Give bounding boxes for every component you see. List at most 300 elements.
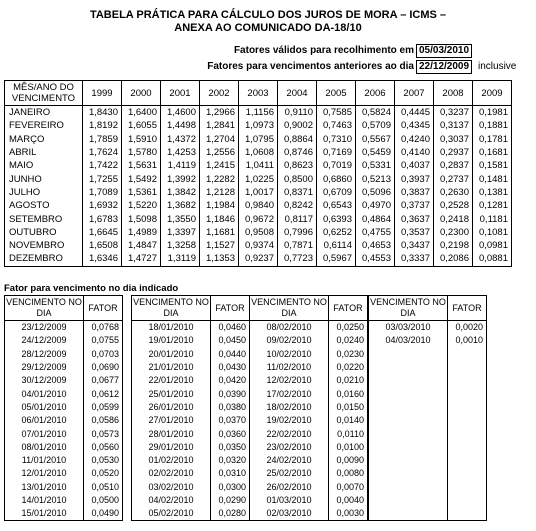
factor-cell: 1,1527 — [200, 239, 239, 252]
due-date-cell: 23/12/2009 — [5, 321, 84, 335]
vencimento-header: VENCIMENTO NO DIA — [250, 296, 329, 321]
month-cell: ABRIL — [5, 146, 83, 159]
month-cell: SETEMBRO — [5, 212, 83, 225]
due-date-cell: 02/03/2010 — [250, 507, 329, 521]
factor-cell: 0,5709 — [356, 119, 395, 132]
vencimento-row — [250, 361, 368, 374]
due-date-cell: 12/02/2010 — [250, 374, 329, 387]
fator-cell: 0,0080 — [329, 467, 368, 480]
fator-cell: 0,0010 — [448, 334, 487, 347]
factor-cell: 0,4864 — [356, 212, 395, 225]
fator-cell: 0,0677 — [84, 374, 123, 387]
factor-cell: 1,1353 — [200, 252, 239, 266]
fator-cell: 0,0210 — [329, 374, 368, 387]
factor-cell: 0,7019 — [317, 159, 356, 172]
factor-cell: 0,3537 — [395, 226, 434, 239]
vencimento-row — [369, 334, 487, 347]
vencimento-row — [250, 348, 368, 361]
vencimento-row — [132, 374, 250, 387]
factor-cell: 1,7422 — [83, 159, 122, 172]
factor-cell: 0,2737 — [434, 172, 473, 185]
vencimento-row — [250, 467, 368, 480]
month-cell: NOVEMBRO — [5, 239, 83, 252]
factor-cell: 1,6346 — [83, 252, 122, 266]
factor-cell: 0,7871 — [278, 239, 317, 252]
vencimento-table-2 — [131, 295, 250, 521]
fator-cell: 0,0090 — [329, 454, 368, 467]
year-header: 2004 — [278, 81, 317, 106]
vencimento-row — [5, 494, 123, 507]
factor-cell: 0,1281 — [473, 199, 512, 212]
factor-cell: 1,2966 — [200, 106, 239, 120]
vencimento-row — [369, 374, 487, 387]
year-header: 2003 — [239, 81, 278, 106]
table-row — [5, 146, 512, 159]
factor-cell: 1,3397 — [161, 226, 200, 239]
factor-cell: 0,1981 — [473, 106, 512, 120]
fator-cell: 0,0020 — [448, 321, 487, 335]
due-date-cell: 08/02/2010 — [250, 321, 329, 335]
fator-cell: 0,0250 — [329, 321, 368, 335]
due-date-cell — [369, 427, 448, 440]
due-date-cell: 25/01/2010 — [132, 387, 211, 400]
fator-cell: 0,0450 — [211, 334, 250, 347]
due-date-cell: 24/12/2009 — [5, 334, 84, 347]
factor-cell: 0,3437 — [395, 239, 434, 252]
due-date-cell: 22/02/2010 — [250, 427, 329, 440]
vencimento-row — [369, 427, 487, 440]
vencimento-row — [132, 481, 250, 494]
factor-cell: 0,2528 — [434, 199, 473, 212]
fator-cell: 0,0160 — [329, 387, 368, 400]
vencimento-row — [5, 334, 123, 347]
factor-cell: 0,5096 — [356, 186, 395, 199]
fator-cell — [448, 507, 487, 521]
factor-cell: 1,4119 — [161, 159, 200, 172]
vencimento-row — [250, 321, 368, 335]
vencimento-row — [5, 481, 123, 494]
main-factor-table — [4, 80, 512, 267]
factor-cell: 0,7996 — [278, 226, 317, 239]
due-date-cell: 10/02/2010 — [250, 348, 329, 361]
fator-cell: 0,0560 — [84, 441, 123, 454]
factor-cell: 0,3937 — [395, 172, 434, 185]
factor-cell: 0,8864 — [278, 133, 317, 146]
factor-cell: 1,4600 — [161, 106, 200, 120]
factor-cell: 1,2556 — [200, 146, 239, 159]
year-header: 2006 — [356, 81, 395, 106]
factor-cell: 1,0225 — [239, 172, 278, 185]
fator-cell — [448, 401, 487, 414]
fator-cell — [448, 414, 487, 427]
fator-cell: 0,0612 — [84, 387, 123, 400]
factor-cell: 0,2837 — [434, 159, 473, 172]
month-cell: JULHO — [5, 186, 83, 199]
fator-cell: 0,0300 — [211, 481, 250, 494]
vencimento-row — [369, 361, 487, 374]
year-header: 2009 — [473, 81, 512, 106]
year-header: 2000 — [122, 81, 161, 106]
year-header: 2005 — [317, 81, 356, 106]
month-cell: AGOSTO — [5, 199, 83, 212]
factor-cell: 1,5910 — [122, 133, 161, 146]
due-date-cell: 28/01/2010 — [132, 427, 211, 440]
factor-cell: 0,6543 — [317, 199, 356, 212]
vencimento-row — [369, 494, 487, 507]
factor-cell: 1,2282 — [200, 172, 239, 185]
vencimento-row — [5, 427, 123, 440]
fator-header: FATOR — [211, 296, 250, 321]
factor-cell: 0,8242 — [278, 199, 317, 212]
vencimento-row — [369, 441, 487, 454]
factor-cell: 1,0795 — [239, 133, 278, 146]
due-date-cell — [369, 414, 448, 427]
vencimento-row — [132, 361, 250, 374]
fator-cell: 0,0070 — [329, 481, 368, 494]
vencimento-row — [250, 334, 368, 347]
fator-cell: 0,0290 — [211, 494, 250, 507]
year-header: 2001 — [161, 81, 200, 106]
due-date-cell — [369, 441, 448, 454]
fator-cell: 0,0703 — [84, 348, 123, 361]
factor-cell: 0,4445 — [395, 106, 434, 120]
due-date-cell: 18/02/2010 — [250, 401, 329, 414]
due-date-cell: 02/02/2010 — [132, 467, 211, 480]
due-date-cell: 12/01/2010 — [5, 467, 84, 480]
due-date-cell — [369, 454, 448, 467]
due-date-cell: 29/12/2009 — [5, 361, 84, 374]
vencimento-row — [250, 387, 368, 400]
factor-cell: 0,1081 — [473, 226, 512, 239]
month-cell: JANEIRO — [5, 106, 83, 120]
factor-cell: 1,0973 — [239, 119, 278, 132]
factor-cell: 0,1581 — [473, 159, 512, 172]
fator-cell — [448, 374, 487, 387]
factor-cell: 1,7859 — [83, 133, 122, 146]
factor-cell: 1,2128 — [200, 186, 239, 199]
vencimento-row — [5, 387, 123, 400]
table-row — [5, 186, 512, 199]
fator-cell: 0,0030 — [329, 507, 368, 521]
factor-cell: 1,6055 — [122, 119, 161, 132]
vencimento-row — [132, 454, 250, 467]
factor-cell: 0,3837 — [395, 186, 434, 199]
section-label: Fator para vencimento no dia indicado — [4, 283, 179, 294]
vencimento-row — [132, 427, 250, 440]
vencimento-row — [369, 348, 487, 361]
factor-cell: 0,2418 — [434, 212, 473, 225]
factor-cell: 0,4345 — [395, 119, 434, 132]
fator-cell: 0,0586 — [84, 414, 123, 427]
factor-cell: 1,2704 — [200, 133, 239, 146]
due-date-cell: 22/01/2010 — [132, 374, 211, 387]
fator-cell: 0,0100 — [329, 441, 368, 454]
factor-cell: 0,0981 — [473, 239, 512, 252]
factor-cell: 0,6252 — [317, 226, 356, 239]
due-date-cell: 26/01/2010 — [132, 401, 211, 414]
factor-cell: 0,7463 — [317, 119, 356, 132]
table-row — [5, 226, 512, 239]
due-date-cell — [369, 467, 448, 480]
factor-cell: 1,1846 — [200, 212, 239, 225]
vencimento-row — [132, 401, 250, 414]
vencimento-row — [132, 467, 250, 480]
vencimento-row — [369, 507, 487, 521]
vencimento-row — [132, 507, 250, 521]
vencimento-row — [5, 414, 123, 427]
fator-cell: 0,0690 — [84, 361, 123, 374]
due-date-cell: 17/02/2010 — [250, 387, 329, 400]
fator-cell: 0,0240 — [329, 334, 368, 347]
fator-cell: 0,0310 — [211, 467, 250, 480]
factor-cell: 0,4653 — [356, 239, 395, 252]
fator-cell: 0,0360 — [211, 427, 250, 440]
due-date-cell: 15/01/2010 — [5, 507, 84, 521]
fator-cell — [448, 454, 487, 467]
factor-cell: 0,7310 — [317, 133, 356, 146]
year-header: 1999 — [83, 81, 122, 106]
fator-cell: 0,0573 — [84, 427, 123, 440]
factor-cell: 1,0411 — [239, 159, 278, 172]
fator-cell: 0,0440 — [211, 348, 250, 361]
factor-cell: 0,9237 — [239, 252, 278, 266]
factor-cell: 0,1781 — [473, 133, 512, 146]
fator-cell: 0,0599 — [84, 401, 123, 414]
fator-cell: 0,0220 — [329, 361, 368, 374]
due-date-cell — [369, 361, 448, 374]
prev-label: Fatores para vencimentos anteriores ao dia — [207, 61, 414, 72]
main-table-header — [5, 81, 512, 106]
factor-cell: 1,8192 — [83, 119, 122, 132]
fator-cell: 0,0510 — [84, 481, 123, 494]
fator-cell: 0,0490 — [84, 507, 123, 521]
factor-cell: 0,3137 — [434, 119, 473, 132]
due-date-cell: 26/02/2010 — [250, 481, 329, 494]
vencimento-row — [250, 507, 368, 521]
title-line-1: TABELA PRÁTICA PARA CÁLCULO DOS JUROS DE MORA – ICMS – — [89, 9, 447, 21]
vencimento-row — [369, 454, 487, 467]
vencimento-table-3 — [249, 295, 368, 521]
factor-cell: 1,7624 — [83, 146, 122, 159]
due-date-cell: 25/02/2010 — [250, 467, 329, 480]
due-date-cell: 29/01/2010 — [132, 441, 211, 454]
factor-cell: 1,6783 — [83, 212, 122, 225]
factor-cell: 0,3337 — [395, 252, 434, 266]
vencimento-row — [250, 374, 368, 387]
inclusive-label: inclusive — [478, 61, 517, 72]
factor-cell: 0,5967 — [317, 252, 356, 266]
factor-cell: 0,4970 — [356, 199, 395, 212]
fator-cell: 0,0370 — [211, 414, 250, 427]
fator-cell — [448, 467, 487, 480]
fator-cell: 0,0230 — [329, 348, 368, 361]
factor-cell: 0,2630 — [434, 186, 473, 199]
month-cell: JUNHO — [5, 172, 83, 185]
fator-cell: 0,0110 — [329, 427, 368, 440]
vencimento-row — [5, 361, 123, 374]
due-date-cell: 19/01/2010 — [132, 334, 211, 347]
year-header: 2007 — [395, 81, 434, 106]
due-date-cell: 08/01/2010 — [5, 441, 84, 454]
factor-cell: 0,8117 — [278, 212, 317, 225]
vencimento-row — [250, 414, 368, 427]
vencimento-row — [132, 494, 250, 507]
factor-cell: 0,9672 — [239, 212, 278, 225]
vencimento-row — [132, 321, 250, 335]
factor-cell: 0,2086 — [434, 252, 473, 266]
due-date-cell: 21/01/2010 — [132, 361, 211, 374]
due-date-cell: 06/01/2010 — [5, 414, 84, 427]
due-date-cell: 28/12/2009 — [5, 348, 84, 361]
fator-cell: 0,0768 — [84, 321, 123, 335]
factor-cell: 1,4253 — [161, 146, 200, 159]
factor-cell: 0,9374 — [239, 239, 278, 252]
factor-cell: 1,0017 — [239, 186, 278, 199]
factor-cell: 0,1381 — [473, 186, 512, 199]
factor-cell: 0,6860 — [317, 172, 356, 185]
fator-cell: 0,0755 — [84, 334, 123, 347]
factor-cell: 1,5361 — [122, 186, 161, 199]
valid-label: Fatores válidos para recolhimento em — [233, 45, 414, 56]
due-date-cell: 04/02/2010 — [132, 494, 211, 507]
factor-cell: 1,3258 — [161, 239, 200, 252]
factor-cell: 0,1881 — [473, 119, 512, 132]
due-date-cell: 01/03/2010 — [250, 494, 329, 507]
vencimento-row — [132, 441, 250, 454]
fator-cell: 0,0380 — [211, 401, 250, 414]
factor-cell: 1,5098 — [122, 212, 161, 225]
factor-cell: 1,3992 — [161, 172, 200, 185]
year-header: 2002 — [200, 81, 239, 106]
fator-cell: 0,0350 — [211, 441, 250, 454]
fator-cell: 0,0280 — [211, 507, 250, 521]
factor-cell: 0,3737 — [395, 199, 434, 212]
due-date-cell: 18/01/2010 — [132, 321, 211, 335]
due-date-cell: 05/01/2010 — [5, 401, 84, 414]
due-date-cell: 20/01/2010 — [132, 348, 211, 361]
vencimento-row — [132, 334, 250, 347]
factor-cell: 0,4140 — [395, 146, 434, 159]
due-date-cell — [369, 374, 448, 387]
vencimento-row — [250, 454, 368, 467]
vencimento-table-1 — [4, 295, 123, 521]
factor-cell: 1,3119 — [161, 252, 200, 266]
factor-cell: 1,6508 — [83, 239, 122, 252]
factor-cell: 0,5824 — [356, 106, 395, 120]
valid-date-box: 05/03/2010 — [416, 44, 472, 58]
factor-cell: 1,4727 — [122, 252, 161, 266]
due-date-cell: 27/01/2010 — [132, 414, 211, 427]
factor-cell: 1,1156 — [239, 106, 278, 120]
due-date-cell: 11/02/2010 — [250, 361, 329, 374]
factor-cell: 0,7169 — [317, 146, 356, 159]
due-date-cell: 04/03/2010 — [369, 334, 448, 347]
factor-cell: 0,9840 — [239, 199, 278, 212]
fator-cell — [448, 441, 487, 454]
factor-cell: 1,0608 — [239, 146, 278, 159]
fator-header: FATOR — [329, 296, 368, 321]
vencimento-row — [5, 348, 123, 361]
vencimento-row — [5, 467, 123, 480]
factor-cell: 1,6645 — [83, 226, 122, 239]
fator-cell: 0,0150 — [329, 401, 368, 414]
due-date-cell: 14/01/2010 — [5, 494, 84, 507]
fator-cell: 0,0520 — [84, 467, 123, 480]
due-date-cell: 05/02/2010 — [132, 507, 211, 521]
due-date-cell: 19/02/2010 — [250, 414, 329, 427]
factor-cell: 0,5213 — [356, 172, 395, 185]
table-row — [5, 239, 512, 252]
table-row — [5, 133, 512, 146]
month-cell: DEZEMBRO — [5, 252, 83, 266]
vencimento-row — [250, 401, 368, 414]
factor-cell: 0,1181 — [473, 212, 512, 225]
factor-cell: 0,5567 — [356, 133, 395, 146]
vencimento-header: VENCIMENTO NO DIA — [369, 296, 448, 321]
fator-cell: 0,0500 — [84, 494, 123, 507]
factor-cell: 1,3842 — [161, 186, 200, 199]
fator-cell: 0,0430 — [211, 361, 250, 374]
table-row — [5, 119, 512, 132]
factor-cell: 1,4498 — [161, 119, 200, 132]
factor-cell: 1,4989 — [122, 226, 161, 239]
table-row — [5, 159, 512, 172]
vencimento-row — [5, 454, 123, 467]
title-line-2: ANEXA AO COMUNICADO DA-18/10 — [174, 22, 362, 34]
year-header: 2008 — [434, 81, 473, 106]
factor-cell: 1,2841 — [200, 119, 239, 132]
factor-cell: 0,3237 — [434, 106, 473, 120]
due-date-cell: 23/02/2010 — [250, 441, 329, 454]
factor-cell: 1,6400 — [122, 106, 161, 120]
factor-cell: 0,8371 — [278, 186, 317, 199]
due-date-cell: 13/01/2010 — [5, 481, 84, 494]
factor-cell: 0,3637 — [395, 212, 434, 225]
factor-cell: 1,1984 — [200, 199, 239, 212]
factor-cell: 0,6393 — [317, 212, 356, 225]
fator-cell — [448, 361, 487, 374]
factor-cell: 1,7089 — [83, 186, 122, 199]
table-row — [5, 199, 512, 212]
fator-cell — [448, 481, 487, 494]
due-date-cell — [369, 401, 448, 414]
due-date-cell — [369, 494, 448, 507]
vencimento-row — [369, 321, 487, 335]
fator-header: FATOR — [448, 296, 487, 321]
vencimento-row — [5, 507, 123, 521]
vencimento-row — [250, 481, 368, 494]
fator-cell — [448, 427, 487, 440]
factor-cell: 0,9002 — [278, 119, 317, 132]
factor-cell: 0,3037 — [434, 133, 473, 146]
month-cell: MARÇO — [5, 133, 83, 146]
factor-cell: 1,5220 — [122, 199, 161, 212]
fator-cell — [448, 348, 487, 361]
vencimento-row — [250, 494, 368, 507]
due-date-cell: 07/01/2010 — [5, 427, 84, 440]
fator-cell: 0,0140 — [329, 414, 368, 427]
vencimento-row — [5, 321, 123, 335]
due-date-cell: 24/02/2010 — [250, 454, 329, 467]
factor-cell: 1,8430 — [83, 106, 122, 120]
factor-cell: 1,3550 — [161, 212, 200, 225]
fator-cell: 0,0040 — [329, 494, 368, 507]
table-row — [5, 212, 512, 225]
vencimento-header: VENCIMENTO NO DIA — [132, 296, 211, 321]
vencimento-row — [369, 387, 487, 400]
factor-cell: 0,4037 — [395, 159, 434, 172]
factor-cell: 1,4847 — [122, 239, 161, 252]
